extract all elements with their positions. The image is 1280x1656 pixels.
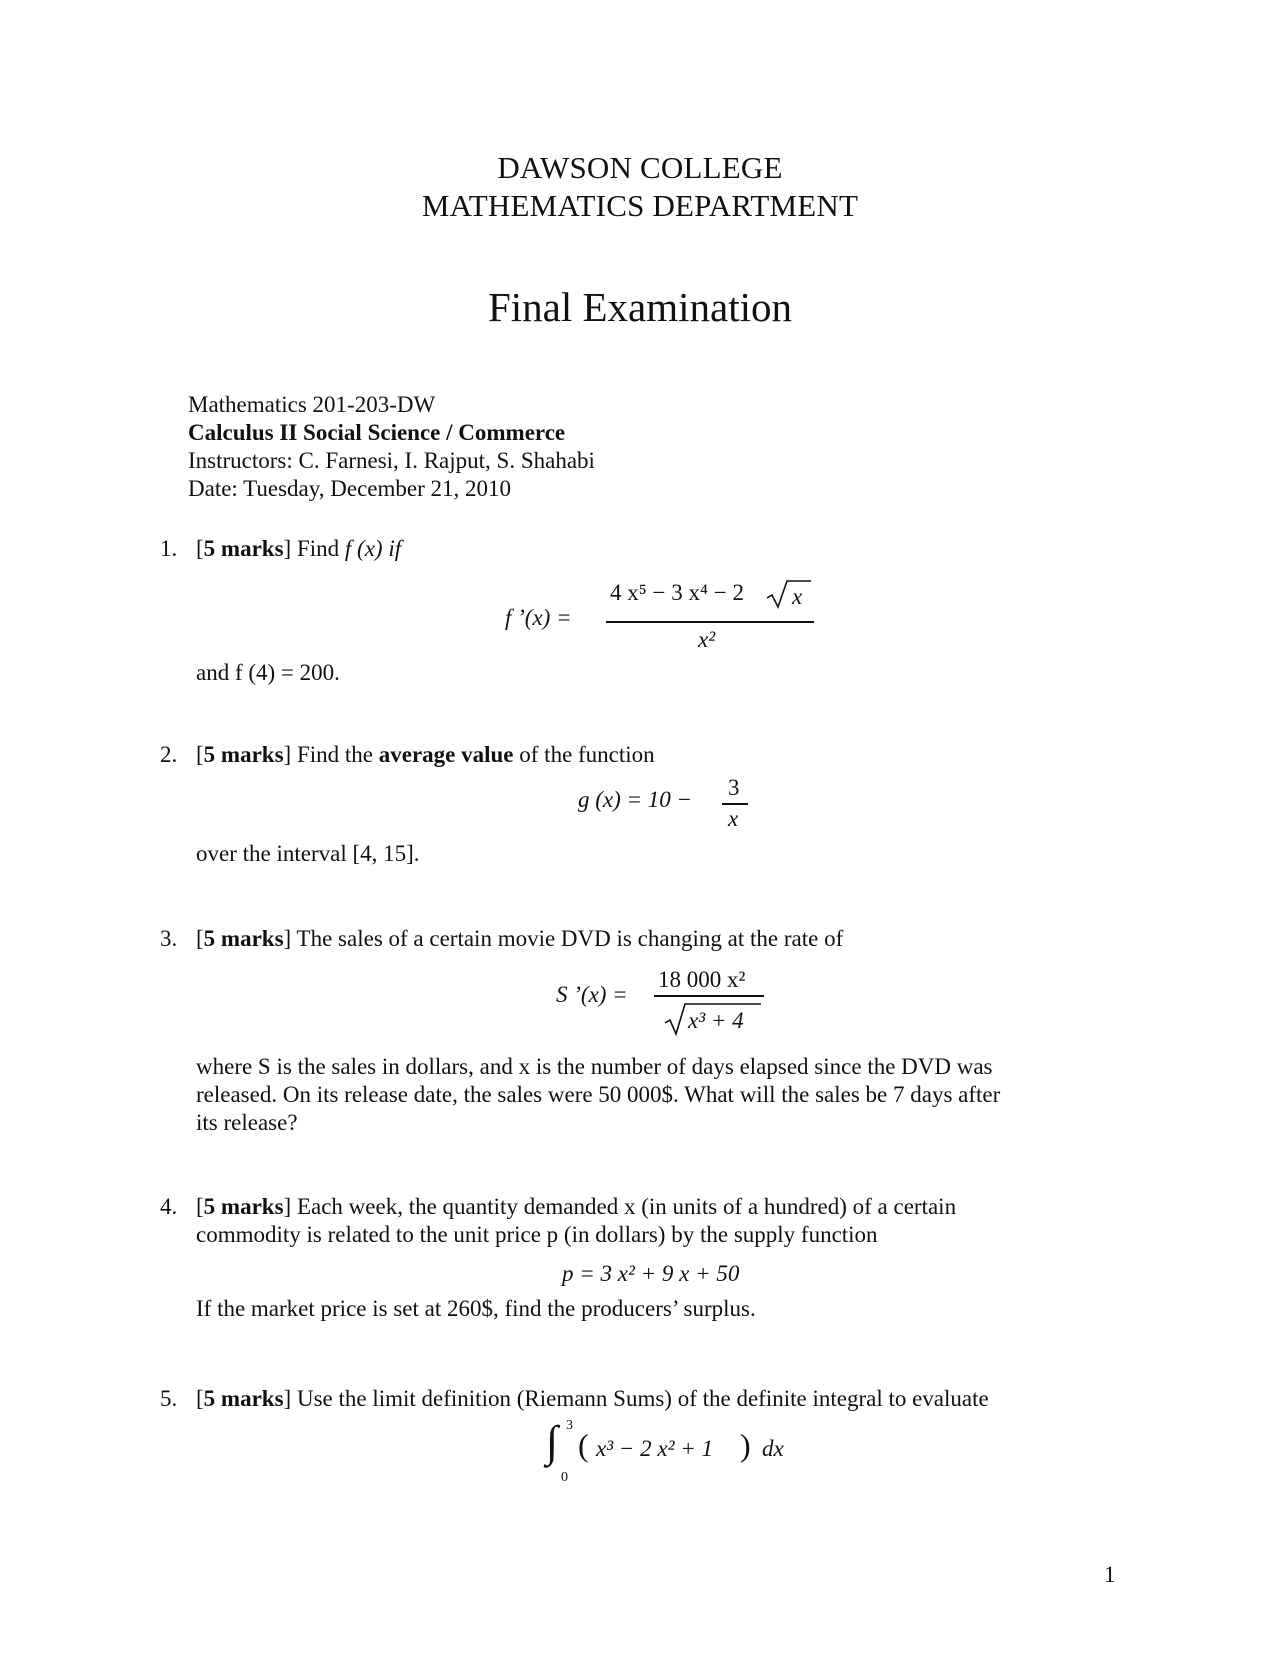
course-name: Calculus II Social Science / Commerce [188,420,566,445]
question-5-number: 5. [160,1386,178,1411]
question-2-interval: over the interval [4, 15]. [196,841,420,866]
close-paren: ) [740,1427,751,1463]
question-4-question: If the market price is set at 260$, find the producers’ surplus. [196,1296,756,1321]
instructors: Instructors: C. Farnesi, I. Rajput, S. Shahabi [188,448,595,473]
question-5-text: [5 marks] Use the limit definition (Riemann Sums) of the definite integral to evaluate [196,1386,989,1411]
differential: dx [762,1436,784,1461]
question-1-text: [5 marks] Find f (x) if [196,536,402,561]
page-number: 1 [1104,1562,1116,1587]
integral-upper-limit: 3 [566,1418,573,1433]
question-1-number: 1. [160,536,178,561]
question-4-line-1: [5 marks] Each week, the quantity demanded x (in units of a hundred) of a certain [196,1194,957,1219]
department-name: MATHEMATICS DEPARTMENT [421,188,859,223]
question-4-number: 4. [160,1194,178,1219]
question-2-lhs: g (x) = 10 − [578,787,693,812]
course-code: Mathematics 201-203-DW [188,392,436,417]
question-4-line-2: commodity is related to the unit price p (in dollars) by the supply function [196,1222,878,1247]
question-2-numerator: 3 [728,775,740,800]
integrand: x³ − 2 x² + 1 [596,1436,713,1461]
question-3-line-1: where S is the sales in dollars, and x is the number of days elapsed since the DVD was [196,1054,993,1079]
integral-lower-limit: 0 [561,1470,568,1485]
integral-sign: ∫ [546,1417,559,1466]
question-3-sqrt-arg: x³ + 4 [688,1008,744,1033]
sqrt-sign [767,581,811,607]
question-1-denominator: x² [698,627,716,652]
question-1-lhs: f ’(x) = [505,605,572,630]
question-3-numerator: 18 000 x² [658,967,746,992]
question-2-number: 2. [160,742,178,767]
college-name: DAWSON COLLEGE [497,150,783,185]
question-1-fraction-bar [606,621,814,623]
question-2-fraction-bar [722,803,748,805]
question-1-sqrt-arg: x [792,584,803,609]
exam-title: Final Examination [487,284,793,330]
question-4-equation: p = 3 x² + 9 x + 50 [562,1261,740,1286]
question-3-lhs: S ’(x) = [556,982,628,1007]
question-1-sqrt [765,578,813,610]
question-3-line-3: its release? [196,1110,298,1135]
exam-date: Date: Tuesday, December 21, 2010 [188,476,511,501]
question-3-number: 3. [160,926,178,951]
question-3-line-2: released. On its release date, the sales were 50 000$. What will the sales be 7 days after [196,1082,1001,1107]
question-2-text: [5 marks] Find the average value of the function [196,742,655,767]
question-3-text: [5 marks] The sales of a certain movie DVD is changing at the rate of [196,926,844,951]
open-paren: ( [578,1427,589,1463]
question-5-marks: 5 marks [203,1386,284,1411]
question-3-fraction-bar [654,995,764,997]
question-2-denominator: x [728,806,739,831]
question-1-numerator: 4 x⁵ − 3 x⁴ − 2 [610,580,744,605]
question-2-marks: 5 marks [203,742,284,767]
question-3-marks: 5 marks [203,926,284,951]
question-4-marks: 5 marks [203,1194,284,1219]
question-1-condition: and f (4) = 200. [196,660,340,685]
question-1-marks: 5 marks [203,536,284,561]
